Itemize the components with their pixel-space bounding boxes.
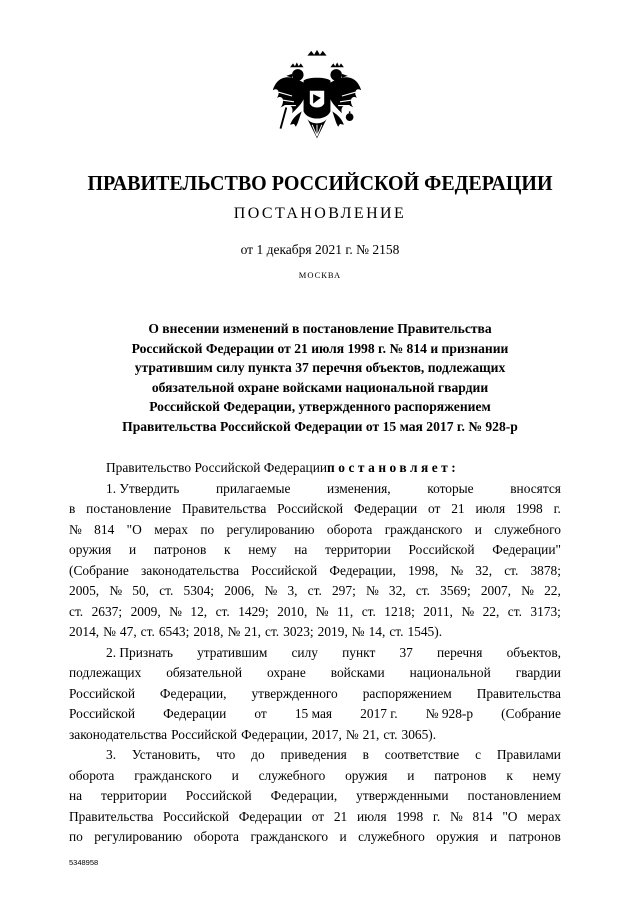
document-heading <box>60 319 580 436</box>
text-word: 21 <box>333 808 348 824</box>
text-word: 1998 <box>515 501 543 516</box>
text-word: охране <box>266 665 306 680</box>
text-word: Правительства <box>182 501 267 516</box>
text-word: 2. Признать <box>106 644 173 660</box>
heading-line: О внесении изменений в постановление Правительства <box>148 321 492 336</box>
text-word: пункт <box>342 644 376 660</box>
text-word: служебного <box>358 829 425 844</box>
paragraph-line <box>69 499 561 520</box>
document-city: МОСКВА <box>298 270 342 280</box>
text-word: 32, <box>475 562 493 578</box>
text-word: 2009, <box>130 603 161 619</box>
text-word: 2006, <box>224 583 255 598</box>
text-word: 814 <box>472 808 493 824</box>
text-word: г. <box>432 808 441 824</box>
text-word: 297; <box>331 583 356 598</box>
text-word: оборота <box>326 521 373 537</box>
text-word: на <box>69 788 83 803</box>
text-word: 50, <box>132 583 150 598</box>
text-word: по <box>200 521 215 537</box>
text-word: г. <box>553 501 561 516</box>
text-word: законодательства <box>69 726 168 742</box>
text-word: ст. <box>415 583 430 598</box>
text-word: 22, <box>482 603 500 619</box>
text-word: 3, <box>287 583 298 598</box>
paragraph-line <box>69 786 561 807</box>
text-word: 1. Утвердить <box>106 480 180 496</box>
text-word: к <box>224 542 231 557</box>
text-word: Правилами <box>496 747 561 762</box>
text-word: Российской <box>185 788 252 803</box>
text-word: Федерации <box>163 706 227 721</box>
paragraph-line <box>69 807 561 828</box>
text-word: утвержденными <box>356 788 449 803</box>
text-word: ст. <box>383 726 398 742</box>
text-word: № <box>521 583 534 598</box>
text-word: утратившим <box>197 644 268 660</box>
text-word: 1998, <box>408 562 439 578</box>
text-word: 1429; <box>238 603 269 619</box>
text-word: постановление <box>86 501 172 516</box>
text-word: патронов <box>434 767 487 783</box>
text-word: 15 мая <box>294 706 333 721</box>
text-word: № <box>449 808 463 824</box>
text-word: Российской <box>277 501 344 516</box>
text-word: законодательства <box>140 562 240 578</box>
text-word: № <box>69 521 82 537</box>
text-word: Установить, <box>131 747 201 762</box>
text-word: 814 <box>94 521 115 537</box>
text-word: оборота <box>69 767 115 783</box>
text-word: ст. <box>507 603 522 619</box>
text-word: 6543; <box>158 624 190 639</box>
text-word: ст. <box>69 603 84 619</box>
text-word: постановлением <box>467 788 561 803</box>
text-word: 3. <box>106 747 117 762</box>
text-word: 2017 г. <box>360 706 398 721</box>
text-word: оборота <box>193 829 240 844</box>
text-word: 1218; <box>384 603 415 619</box>
text-word: 2019, <box>317 624 348 639</box>
document-type: ПОСТАНОВЛЕНИЕ <box>233 205 407 222</box>
text-word: Правительства <box>476 685 561 701</box>
text-word: Российской <box>163 808 230 824</box>
text-word: Федерации, <box>270 788 338 803</box>
text-word: силу <box>291 644 318 660</box>
text-word: ст. <box>389 624 404 639</box>
text-word: оружия <box>69 542 112 557</box>
text-word: по <box>69 829 83 844</box>
text-word: № <box>345 726 359 742</box>
text-word: гражданского <box>134 767 212 783</box>
paragraph-line <box>69 766 561 787</box>
text-word: Российской <box>251 562 318 578</box>
text-word: соответствие <box>384 747 460 762</box>
text-word: от <box>254 706 267 721</box>
text-word: от <box>311 808 325 824</box>
text-word: № <box>351 624 365 639</box>
text-word: Российской <box>69 706 135 721</box>
document-body <box>69 458 561 848</box>
intro-line <box>69 458 561 479</box>
text-word: Федерации, <box>159 685 227 701</box>
text-word: ст. <box>307 583 322 598</box>
text-word: и <box>474 521 482 537</box>
text-word: мерах <box>154 521 188 537</box>
text-word: ст. <box>361 603 376 619</box>
text-word: 2005, <box>69 583 100 598</box>
text-word: ст. <box>265 624 280 639</box>
text-word: служебного <box>258 767 326 783</box>
text-word: и <box>339 829 347 844</box>
russian-coat-of-arms-icon <box>269 48 365 144</box>
text-word: 1545). <box>407 624 443 639</box>
text-word: № <box>450 562 464 578</box>
text-word: 2637; <box>91 603 123 619</box>
text-word: которые <box>427 480 474 496</box>
text-word: 21 <box>451 501 465 516</box>
text-word: Российской <box>69 685 135 701</box>
text-word: № <box>169 603 182 619</box>
text-word: 3569; <box>440 583 471 598</box>
text-word: в <box>69 501 76 516</box>
text-word: что <box>216 747 236 762</box>
text-word: гвардии <box>515 665 561 680</box>
paragraph-line <box>69 684 561 705</box>
text-word: ст. <box>140 624 155 639</box>
text-word: войсками <box>330 665 385 680</box>
text-word: 11, <box>336 603 354 619</box>
heading-line: Российской Федерации от 21 июля 1998 г. № 814 и признании <box>131 340 509 356</box>
text-word: № 928-р <box>425 706 474 721</box>
paragraph-line <box>69 663 561 684</box>
text-word: в <box>362 747 369 762</box>
document-code: 5348958 <box>69 858 99 867</box>
text-word: № <box>315 603 329 619</box>
text-word: 2011, <box>423 603 453 619</box>
text-word: 32, <box>388 583 406 598</box>
text-word: № <box>109 583 123 598</box>
text-word: 2007, <box>480 583 511 598</box>
text-word: к <box>506 767 513 783</box>
paragraph-line <box>69 643 561 664</box>
paragraph-line <box>69 704 561 725</box>
text-word: (Собрание <box>501 706 561 721</box>
paragraph-line <box>69 540 561 561</box>
text-word: 1998 <box>396 808 424 824</box>
text-word: вносятся <box>510 480 561 496</box>
text-word: июля <box>475 501 506 516</box>
intro-spaced: постановляет: <box>327 460 460 475</box>
paragraph-line <box>69 581 561 602</box>
paragraph-line <box>69 479 561 500</box>
text-word: ст. <box>504 562 519 578</box>
text-word: "О <box>502 808 518 824</box>
text-word: 12, <box>190 603 208 619</box>
text-word: гражданского <box>384 521 463 537</box>
text-word: служебного <box>494 521 561 537</box>
text-word: оружия <box>436 829 479 844</box>
text-word: патронов <box>153 542 207 557</box>
text-word: Правительства <box>69 808 154 824</box>
text-word: мерах <box>527 808 561 824</box>
text-word: оружия <box>345 767 388 783</box>
text-word: регулированию <box>226 521 315 537</box>
text-word: 3065). <box>401 726 437 742</box>
text-word: Федерации, <box>329 562 396 578</box>
text-word: и <box>489 829 498 844</box>
text-word: 2017, <box>311 726 342 742</box>
paragraph-line <box>69 561 561 582</box>
text-word: 2018, <box>193 624 224 639</box>
text-word: № <box>264 583 278 598</box>
paragraph-line <box>69 725 561 746</box>
text-word: нему <box>248 542 277 557</box>
text-word: 14, <box>368 624 386 639</box>
text-word: 3878; <box>530 562 561 578</box>
text-word: 3173; <box>530 603 561 619</box>
document-date-number: от 1 декабря 2021 г. № 2158 <box>240 242 400 257</box>
text-word: подлежащих <box>69 665 142 680</box>
text-word: Российской <box>408 542 475 557</box>
paragraph-line <box>69 602 561 623</box>
text-word: "О <box>126 521 142 537</box>
paragraph-line <box>69 827 561 848</box>
text-word: патронов <box>508 829 561 844</box>
paragraph-line <box>69 622 561 643</box>
text-word: с <box>475 747 482 762</box>
text-word: № <box>461 603 475 619</box>
text-word: 47, <box>119 624 137 639</box>
text-word: Федерации <box>238 808 302 824</box>
paragraph-line <box>69 520 561 541</box>
text-word: Федерации <box>353 501 418 516</box>
text-word: 2014, <box>69 624 100 639</box>
text-word: ст. <box>159 583 174 598</box>
text-word: Федерации, <box>241 726 308 742</box>
text-word: на <box>294 542 308 557</box>
paragraph-line <box>69 745 561 766</box>
text-word: приведения <box>280 747 347 762</box>
heading-line: Правительства Российской Федерации от 15 мая 2017 г. № 928-р <box>122 418 518 434</box>
government-title: ПРАВИТЕЛЬСТВО РОССИЙСКОЙ ФЕДЕРАЦИИ <box>87 171 553 195</box>
text-word: 37 <box>399 644 413 660</box>
text-word: гражданского <box>250 829 329 844</box>
text-word: 5304; <box>183 583 215 598</box>
text-word: Федерации" <box>492 542 561 557</box>
heading-line: утратившим силу пункта 37 перечня объектов, подлежащих <box>134 360 506 375</box>
text-word: обязательной <box>166 665 243 680</box>
text-word: от <box>428 501 441 516</box>
text-word: до <box>251 747 265 762</box>
text-word: (Собрание <box>69 562 129 578</box>
text-word: № <box>227 624 241 639</box>
text-word: № <box>365 583 379 598</box>
text-word: утвержденного <box>251 685 338 701</box>
text-word: июля <box>356 808 387 824</box>
text-word: прилагаемые <box>215 480 291 496</box>
text-word: № <box>103 624 116 639</box>
heading-line: обязательной охране войсками национальной гвардии <box>151 379 489 395</box>
text-word: нему <box>532 767 561 783</box>
text-word: и <box>407 767 415 783</box>
text-word: объектов, <box>506 644 561 660</box>
intro-text: Правительство Российской Федерации <box>106 460 328 475</box>
text-word: территории <box>101 788 167 803</box>
text-word: изменения, <box>327 480 391 496</box>
text-word: 3023; <box>283 624 314 639</box>
text-word: Российской <box>171 726 238 742</box>
text-word: 21, <box>244 624 261 639</box>
text-word: 22, <box>544 583 561 598</box>
text-word: распоряжением <box>362 685 452 701</box>
text-word: перечня <box>436 644 483 660</box>
text-word: и <box>129 542 137 557</box>
text-word: 21, <box>362 726 380 742</box>
text-word: территории <box>325 542 391 557</box>
text-word: 2010, <box>277 603 308 619</box>
text-word: ст. <box>215 603 230 619</box>
heading-line: Российской Федерации, утвержденного распоряжением <box>149 399 491 414</box>
text-word: национальной <box>409 665 491 680</box>
text-word: регулированию <box>94 829 183 844</box>
text-word: и <box>231 767 239 783</box>
